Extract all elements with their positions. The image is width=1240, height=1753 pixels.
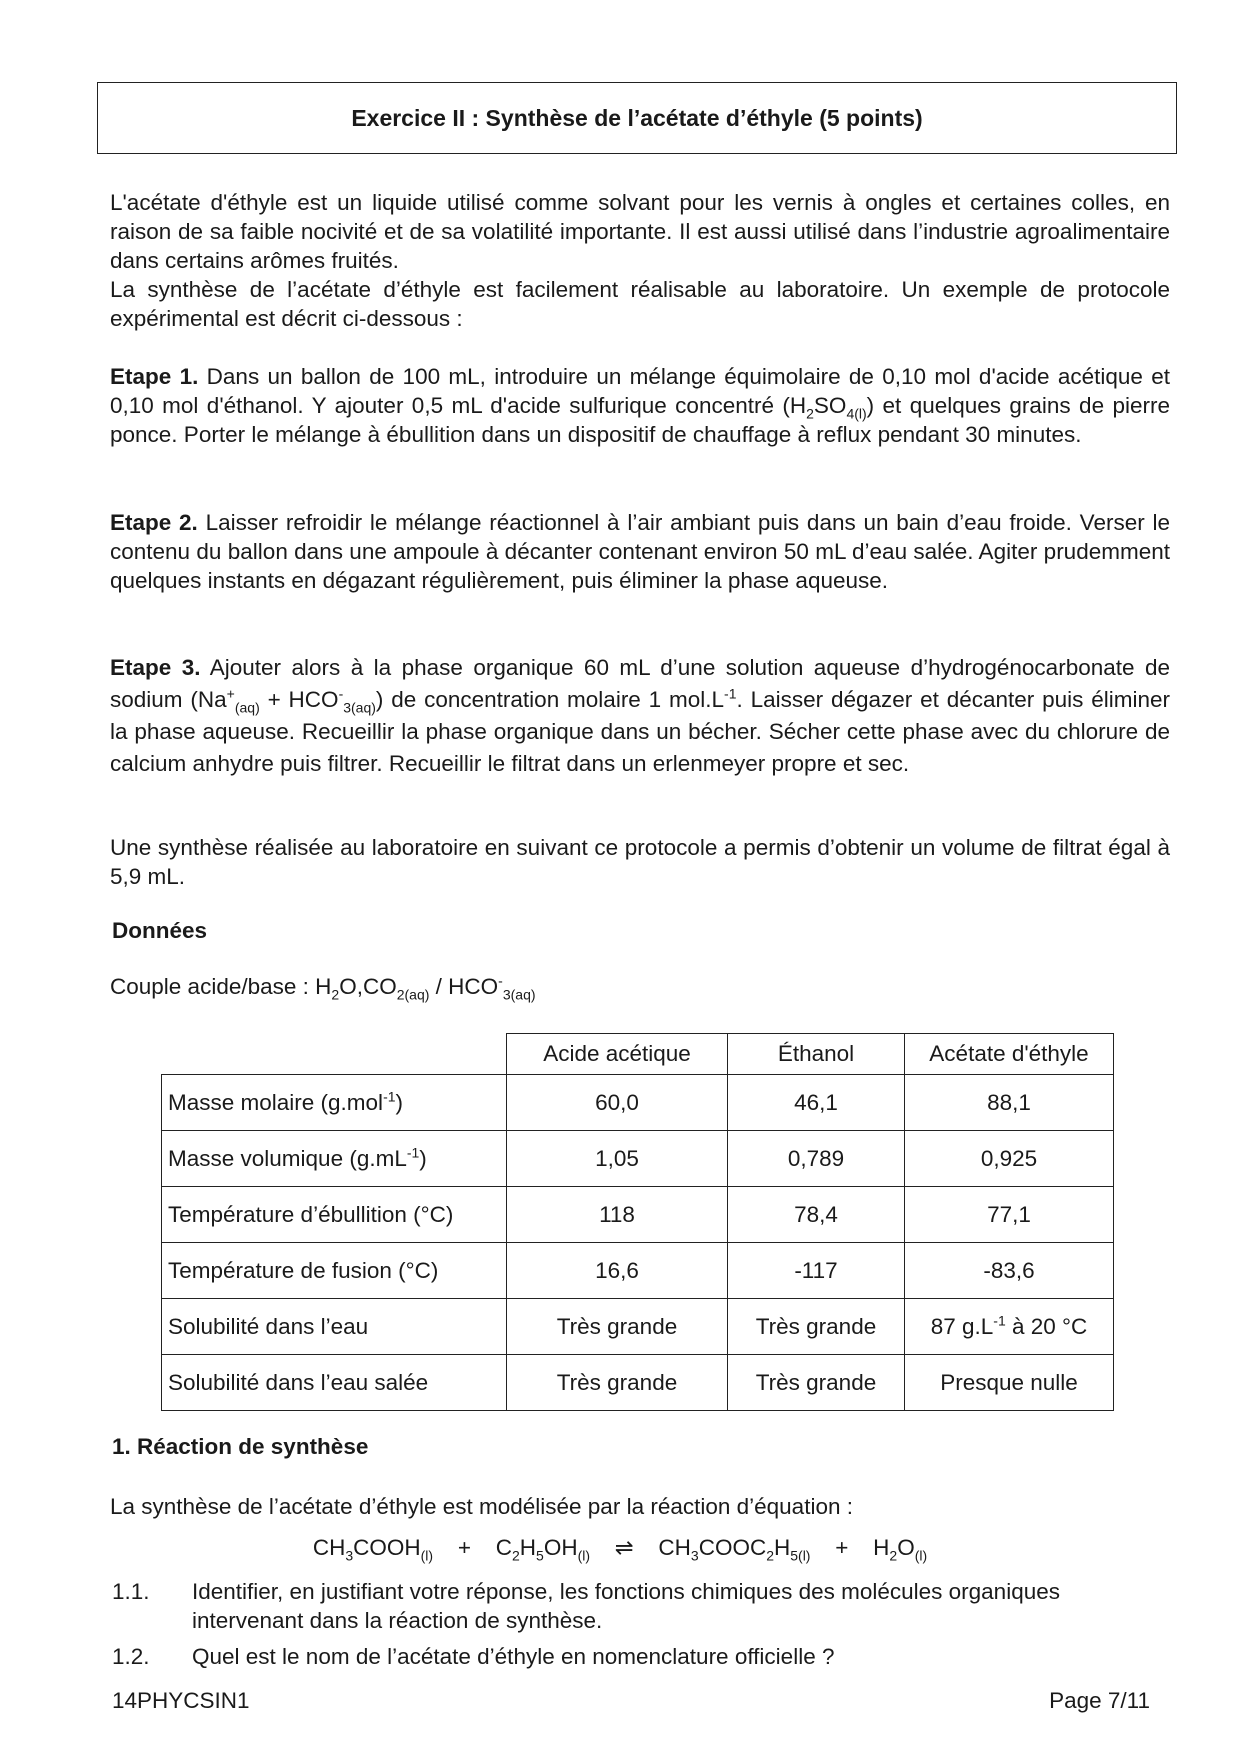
table-cell: 87 $g.L^{-1}$ à 20 °C [905,1299,1114,1355]
column-header: Acétate d'éthyle [905,1034,1114,1075]
donnees-heading: Données [112,918,208,943]
column-header: Éthanol [728,1034,905,1075]
row-label: Température de fusion (°C) [162,1243,507,1299]
section-1-intro: La synthèse de l’acétate d’éthyle est modélisée par la réaction d’équation : [110,1494,853,1519]
step-3: Etape 3. Ajouter alors à la phase organique 60 mL d’une solution aqueuse d’hydrogénocarbonate de sodium $(Na^+_{(aq)} + HCO^-_{3(aq)})$ de concentration molaire 1 $mol.L^{-1}$. Laisser dégazer et décanter puis éliminer la phase aqueuse. Recueillir la phase organique dans un bécher. Sécher cette phase avec du chlorure de calcium anhydre puis filtrer. Recueillir le filtrat dans un erlenmeyer propre et sec. [110,655,1171,776]
intro-paragraph-2: La synthèse de l’acétate d’éthyle est facilement réalisable au laboratoire. Un exemple de protocole expérimental est décrit ci-dessous : [110,277,1170,331]
table-cell: 0,925 [905,1131,1114,1187]
table-cell: 60,0 [507,1075,728,1131]
step-3-label: Etape 3. [110,655,201,680]
question-number: 1.1. [112,1579,150,1604]
result-paragraph: Une synthèse réalisée au laboratoire en suivant ce protocole a permis d’obtenir un volume de filtrat égal à 5,9 mL. [110,835,1170,889]
reaction-equation: $CH_3COOH_{(l)}$ + $C_2H_5OH_{(l)}$ ⇌ $CH_3COOC_2H_{5(l)}$ + $H_2O_{(l)}$ [312,1535,928,1564]
table-row [162,1299,1114,1355]
table-row [162,1075,1114,1131]
table-row [162,1131,1114,1187]
table-cell: Très grande [507,1299,728,1355]
data-table [161,1033,1114,1411]
table-cell: 118 [507,1187,728,1243]
step-2-label: Etape 2. [110,510,198,535]
row-label: Solubilité dans l’eau salée [162,1355,507,1411]
row-label: Température d’ébullition (°C) [162,1187,507,1243]
table-cell: 77,1 [905,1187,1114,1243]
table-row [162,1243,1114,1299]
row-label: Solubilité dans l’eau [162,1299,507,1355]
table-cell: 88,1 [905,1075,1114,1131]
table-cell: Très grande [728,1355,905,1411]
acid-base-couple: Couple acide/base : $H_2O,CO_{2(aq)} / HCO^-_{3(aq)}$ [110,972,536,1003]
step-2: Etape 2. Laisser refroidir le mélange réactionnel à l’air ambiant puis dans un bain d’eau froide. Verser le contenu du ballon dans une ampoule à décanter contenant environ 50 mL d’eau salée. Agiter prudemment quelques instants en dégazant régulièrement, puis éliminer la phase aqueuse. [110,510,1170,593]
table-cell: Très grande [507,1355,728,1411]
table-cell: 46,1 [728,1075,905,1131]
table-cell: 1,05 [507,1131,728,1187]
step-1: Etape 1. Dans un ballon de 100 mL, introduire un mélange équimolaire de 0,10 mol d'acide acétique et 0,10 mol d'éthanol. Y ajouter 0,5 mL d'acide sulfurique concentré $(H_2SO_{4(l)})$ et quelques grains de pierre ponce. Porter le mélange à ébullition dans un dispositif de chauffage à reflux pendant 30 minutes. [110,364,1170,447]
page-number: Page 7/11 [1049,1688,1150,1713]
table-cell: 0,789 [728,1131,905,1187]
document-code: 14PHYCSIN1 [112,1688,250,1713]
table-cell: 16,6 [507,1243,728,1299]
table-header-row [162,1034,1114,1075]
exercise-title-box [97,82,1177,154]
exercise-title: Exercice II : Synthèse de l’acétate d’éthyle (5 points) [351,104,923,131]
question-text: Quel est le nom de l’acétate d’éthyle en nomenclature officielle ? [192,1644,835,1669]
table-cell: Très grande [728,1299,905,1355]
equilibrium-arrow: ⇌ [614,1535,634,1560]
question-1-1 [112,1577,1172,1635]
table-cell: Presque nulle [905,1355,1114,1411]
table-row [162,1187,1114,1243]
intro-paragraph-1: L'acétate d'éthyle est un liquide utilisé comme solvant pour les vernis à ongles et certaines colles, en raison de sa faible nocivité et de sa volatilité importante. Il est aussi utilisé dans l’industrie agroalimentaire dans certains arômes fruités. [110,190,1170,273]
question-text: Identifier, en justifiant votre réponse, les fonctions chimiques des molécules organiques intervenant dans la réaction de synthèse. [192,1579,1060,1633]
table-cell: -83,6 [905,1243,1114,1299]
row-label: Masse molaire (g.mol$^{-1}$) [162,1075,507,1131]
row-label: Masse volumique $(g.mL^{-1})$ [162,1131,507,1187]
table-cell: 78,4 [728,1187,905,1243]
section-1-heading: 1. Réaction de synthèse [112,1434,369,1459]
table-row [162,1355,1114,1411]
question-number: 1.2. [112,1644,150,1669]
column-header: Acide acétique [507,1034,728,1075]
step-1-label: Etape 1. [110,364,199,389]
table-cell: -117 [728,1243,905,1299]
question-1-2 [112,1642,1172,1671]
